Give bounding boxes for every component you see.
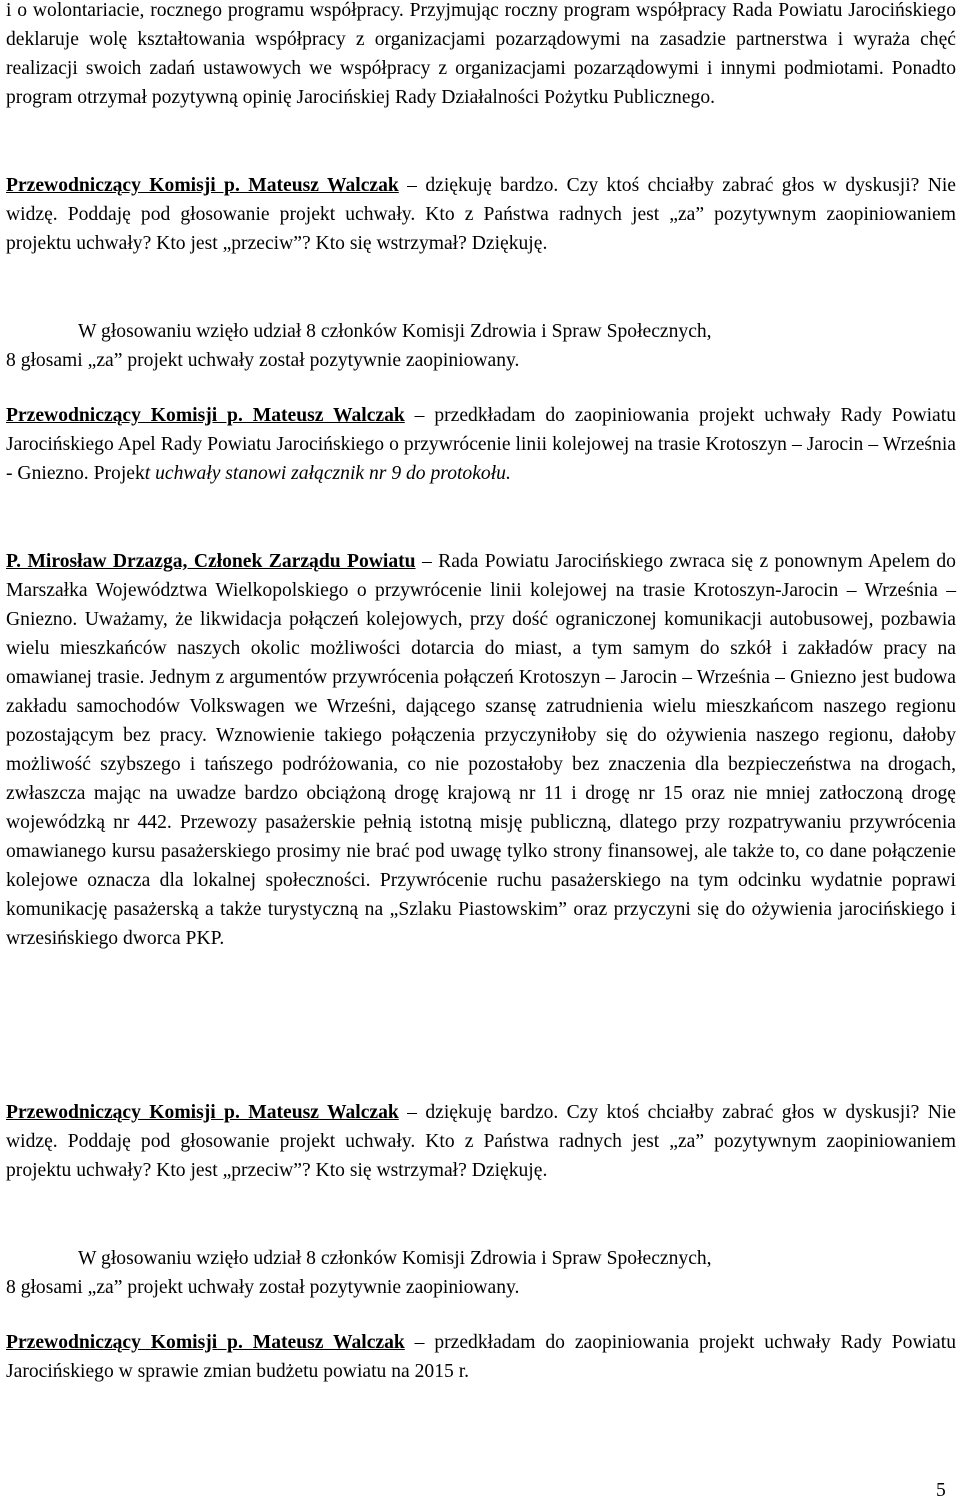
paragraph-text: – przedkładam do zaopiniowania projekt uchwały Rady Powiatu Jarocińskiego Apel Rady Powiatu Jarocińskiego o przywrócenie linii kolejowej na trasie Krotoszyn – Jarocin – Września - Gniezno. Projek [6, 405, 956, 484]
paragraph-chair-4 [6, 1328, 956, 1386]
speaker-name: Przewodniczący Komisji p. Mateusz Walczak [6, 1102, 399, 1123]
vote-text-line-2: 8 głosami „za” projekt uchwały został pozytywnie zaopiniowany. [6, 1277, 520, 1298]
attachment-note: t uchwały stanowi załącznik nr 9 do protokołu. [144, 463, 511, 484]
paragraph-text: – dziękuję bardzo. Czy ktoś chciałby zabrać głos w dyskusji? Nie widzę. Poddaję pod głosowanie projekt uchwały. Kto z Państwa radnych jest „za” pozytywnym zaopiniowaniem projektu uchwały? Kto jest „przeciw”? Kto się wstrzymał? Dziękuję. [6, 175, 956, 254]
paragraph-text: i o wolontariacie, rocznego programu współpracy. Przyjmując roczny program współpracy Rada Powiatu Jarocińskiego deklaruje wolę kształtowania współpracy z organizacjami pozarządowymi na zasadzie partnerstwa i wyraża chęć realizacji swoich zadań ustawowych we współpracy z organizacjami pozarządowymi i innymi podmiotami. Ponadto program otrzymał pozytywną opinię Jarocińskiej Rady Działalności Pożytku Publicznego. [6, 0, 956, 108]
paragraph-chair-2 [6, 401, 956, 488]
speaker-name: P. Mirosław Drzazga, Członek Zarządu Powiatu [6, 551, 416, 572]
vote-text-line-1: W głosowaniu wzięło udział 8 członków Komisji Zdrowia i Spraw Społecznych, [78, 321, 712, 342]
paragraph-chair-1 [6, 171, 956, 258]
speaker-name: Przewodniczący Komisji p. Mateusz Walczak [6, 1332, 405, 1353]
paragraph-chair-3 [6, 1098, 956, 1185]
page-number: 5 [936, 1480, 946, 1501]
paragraph-program [6, 0, 956, 112]
paragraph-text: – dziękuję bardzo. Czy ktoś chciałby zabrać głos w dyskusji? Nie widzę. Poddaję pod głosowanie projekt uchwały. Kto z Państwa radnych jest „za” pozytywnym zaopiniowaniem projektu uchwały? Kto jest „przeciw”? Kto się wstrzymał? Dziękuję. [6, 1102, 956, 1181]
vote-text-line-1: W głosowaniu wzięło udział 8 członków Komisji Zdrowia i Spraw Społecznych, [78, 1248, 712, 1269]
vote-result-1 [6, 317, 956, 375]
speaker-name: Przewodniczący Komisji p. Mateusz Walczak [6, 175, 399, 196]
speaker-name: Przewodniczący Komisji p. Mateusz Walczak [6, 405, 405, 426]
paragraph-text: – przedkładam do zaopiniowania projekt uchwały Rady Powiatu Jarocińskiego w sprawie zmian budżetu powiatu na 2015 r. [6, 1332, 956, 1382]
paragraph-drzazga [6, 547, 956, 953]
paragraph-text: – Rada Powiatu Jarocińskiego zwraca się z ponownym Apelem do Marszałka Województwa Wielkopolskiego o przywrócenie linii kolejowej na trasie Krotoszyn-Jarocin – Września – Gniezno. Uważamy, że likwidacja połączeń kolejowych, przy dość ograniczonej komunikacji autobusowej, pozbawia wielu mieszkańców naszych okolic możliwości dotarcia do miast, a tym samym do szkół i zakładów pracy na omawianej trasie. Jednym z argumentów przywrócenia połączeń Krotoszyn – Jarocin – Września – Gniezno jest budowa zakładu samochodów Volkswagen we Wrześni, dającego szansę zatrudnienia wielu mieszkańcom naszego regionu pozostającym bez pracy. Wznowienie takiego połączenia przyczyniłoby się do ożywienia naszego regionu, dałoby możliwość szybszego i tańszego podróżowania, co nie pozostałoby bez znaczenia dla bezpieczeństwa na drogach, zwłaszcza mając na uwadze bardzo obciążoną drogę krajową nr 11 i drogę nr 15 oraz nie mniej zatłoczoną drogę wojewódzką nr 442. Przewozy pasażerskie pełnią istotną misję publiczną, dlatego przy rozpatrywaniu przywrócenia omawianego kursu pasażerskiego prosimy nie brać pod uwagę tylko strony finansowej, ale także to, co dane połączenie kolejowe oznacza dla lokalnej społeczności. Przywrócenie ruchu pasażerskiego na tym odcinku wydatnie poprawi komunikację pasażerską a także turystyczną na „Szlaku Piastowskim” oraz przyczyni się do ożywienia jarocińskiego i wrzesińskiego dworca PKP. [6, 551, 956, 949]
vote-result-2 [6, 1244, 956, 1302]
vote-text-line-2: 8 głosami „za” projekt uchwały został pozytywnie zaopiniowany. [6, 350, 520, 371]
